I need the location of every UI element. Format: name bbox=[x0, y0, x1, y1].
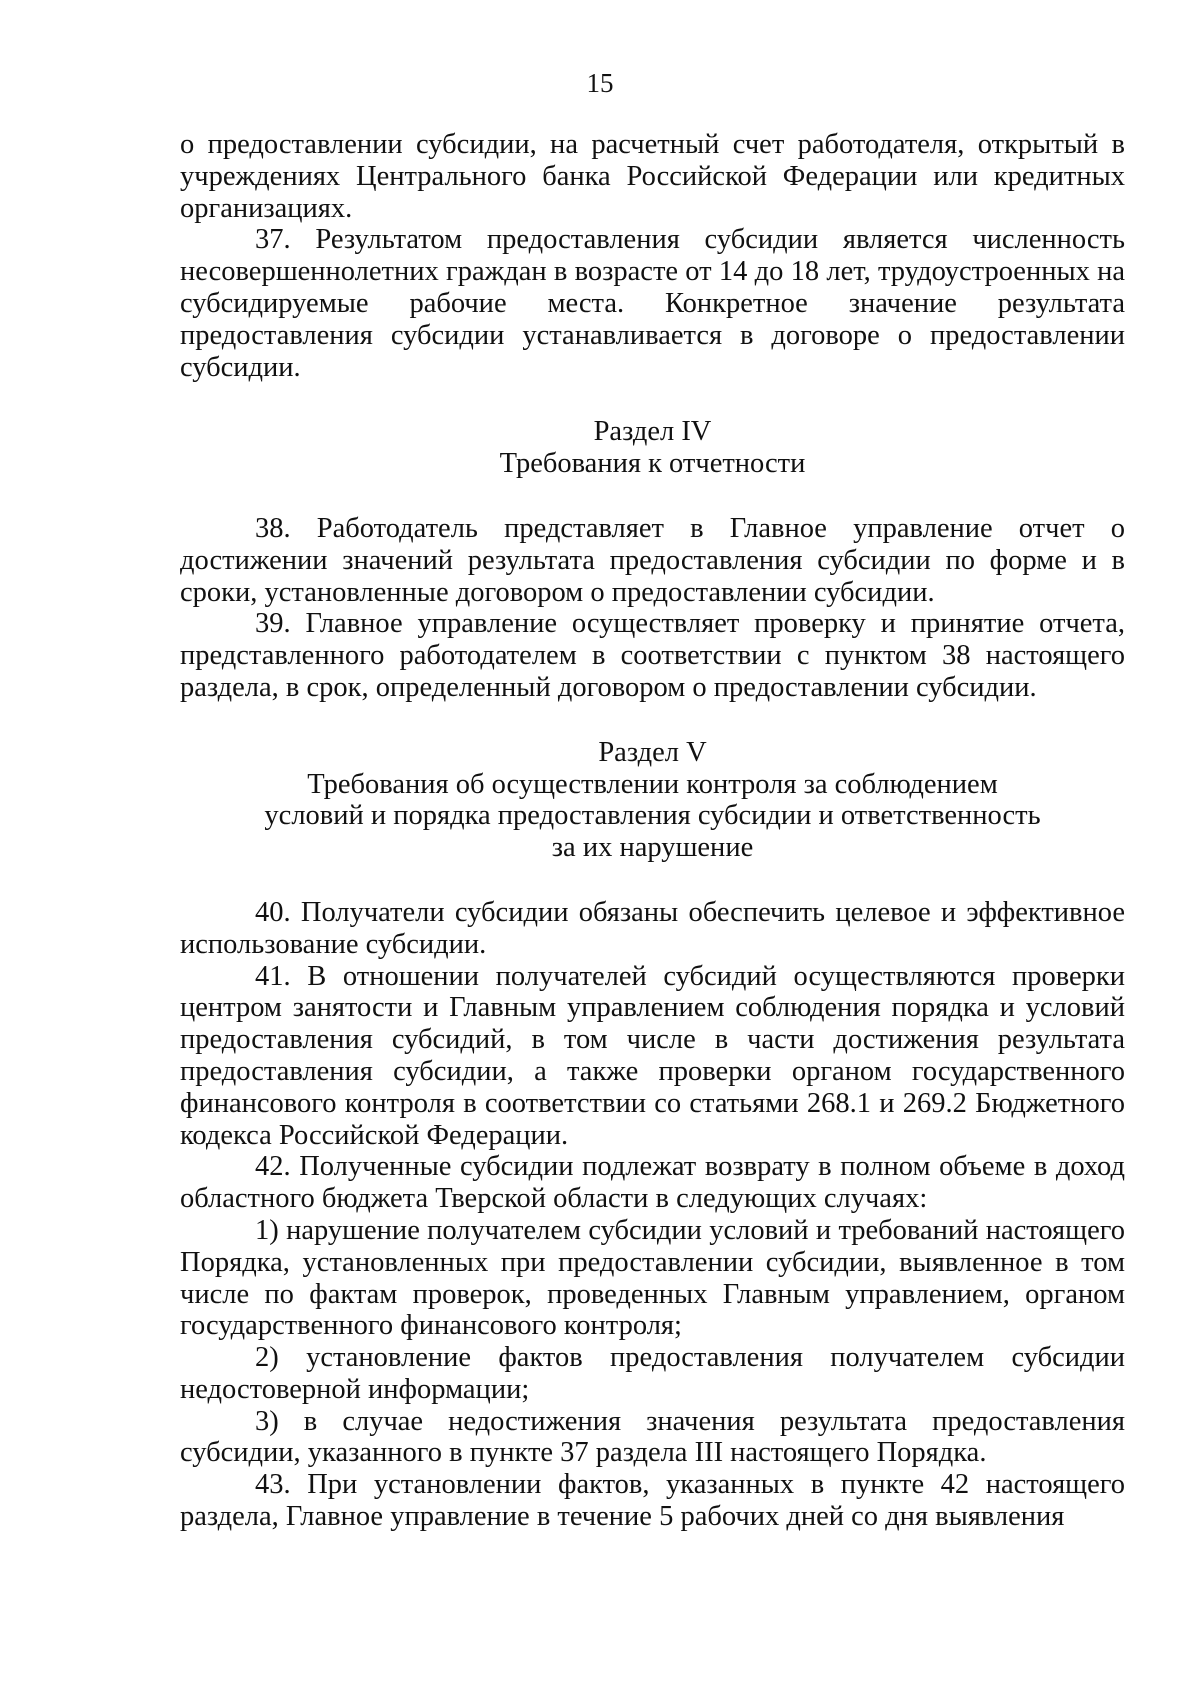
paragraph-42: 42. Полученные субсидии подлежат возврату в полном объеме в доход областного бюджета Тверской области в следующих случаях: bbox=[180, 1151, 1125, 1215]
paragraph-37: 37. Результатом предоставления субсидии является численность несовершеннолетних граждан в возрасте от 14 до 18 лет, трудоустроенных на субсидируемые рабочие места. Конкретное значение результата предоставления субсидии устанавливается в договоре о предоставлении субсидии. bbox=[180, 224, 1125, 383]
spacer bbox=[180, 704, 1125, 737]
section-5-heading-line-2: условий и порядка предоставления субсидии и ответственность bbox=[264, 800, 1041, 832]
paragraph-43: 43. При установлении фактов, указанных в пункте 42 настоящего раздела, Главное управление в течение 5 рабочих дней со дня выявления bbox=[180, 1469, 1125, 1533]
paragraph-41: 41. В отношении получателей субсидий осуществляются проверки центром занятости и Главным управлением соблюдения порядка и условий предоставления субсидий, в том числе в части достижения результата предоставления субсидии, а также проверки органом государственного финансового контроля в соответствии со статьями 268.1 и 269.2 Бюджетного кодекса Российской Федерации. bbox=[180, 960, 1125, 1151]
document-body bbox=[180, 129, 1125, 1533]
section-4-header bbox=[180, 416, 1125, 480]
section-5-header bbox=[180, 737, 1125, 864]
paragraph-continuation: о предоставлении субсидии, на расчетный счет работодателя, открытый в учреждениях Центрального банка Российской Федерации или кредитных организациях. bbox=[180, 129, 1125, 224]
paragraph-42-item-2: 2) установление фактов предоставления получателем субсидии недостоверной информации; bbox=[180, 1342, 1125, 1405]
spacer bbox=[180, 480, 1125, 513]
spacer bbox=[180, 383, 1125, 416]
section-5-heading-line-3: за их нарушение bbox=[551, 832, 754, 864]
paragraph-40: 40. Получатели субсидии обязаны обеспечить целевое и эффективное использование субсидии. bbox=[180, 896, 1125, 960]
spacer bbox=[180, 864, 1125, 897]
section-4-title: Раздел IV bbox=[593, 416, 712, 448]
paragraph-42-item-1: 1) нарушение получателем субсидии условий и требований настоящего Порядка, установленных при предоставлении субсидии, выявленное в том числе по фактам проверок, проведенных Главным управлением, органом государственного финансового контроля; bbox=[180, 1214, 1125, 1342]
paragraph-42-item-3: 3) в случае недостижения значения результата предоставления субсидии, указанного в пункте 37 раздела III настоящего Порядка. bbox=[180, 1405, 1125, 1469]
section-4-heading: Требования к отчетности bbox=[499, 448, 806, 480]
paragraph-39: 39. Главное управление осуществляет проверку и принятие отчета, представленного работодателем в соответствии с пунктом 38 настоящего раздела, в срок, определенный договором о предоставлении субсидии. bbox=[180, 608, 1125, 703]
page-number: 15 bbox=[586, 68, 614, 98]
section-5-heading-line-1: Требования об осуществлении контроля за соблюдением bbox=[307, 768, 998, 800]
section-5-title: Раздел V bbox=[598, 736, 707, 768]
paragraph-38: 38. Работодатель представляет в Главное управление отчет о достижении значений результата предоставления субсидии по форме и в сроки, установленные договором о предоставлении субсидии. bbox=[180, 512, 1125, 608]
